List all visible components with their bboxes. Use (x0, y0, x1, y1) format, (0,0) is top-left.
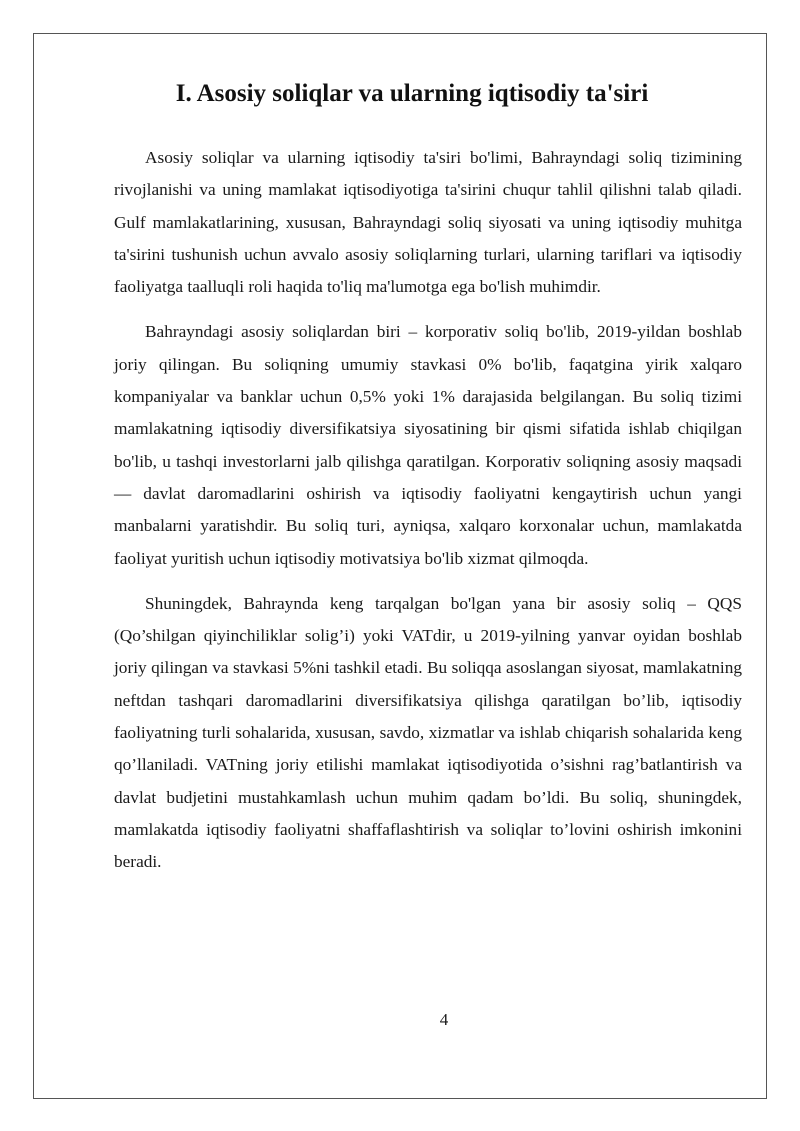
section-heading: I. Asosiy soliqlar va ularning iqtisodiy ta'siri (175, 80, 649, 107)
paragraph-intro: Asosiy soliqlar va ularning iqtisodiy ta'siri bo'limi, Bahrayndagi soliq tizimining rivojlanishi va uning mamlakat iqtisodiyotiga ta'sirini chuqur tahlil qilishni talab qiladi. Gulf mamlakatlarining, xususan, Bahrayndagi soliq siyosati va uning iqtisodiy muhitga ta'sirini tushunish uchun avvalo asosiy soliqlarning turlari, ularning tariflari va iqtisodiy faoliyatga taalluqli roli haqida to'liq ma'lumotga ega bo'lish muhimdir. (114, 148, 742, 297)
body-text (114, 142, 742, 892)
paragraph-vat: Shuningdek, Bahraynda keng tarqalgan bo'lgan yana bir asosiy soliq – QQS (Qo’shilgan qiyinchiliklar solig’i) yoki VATdir, u 2019-yilning yanvar oyidan boshlab joriy qilingan va stavkasi 5%ni tashkil etadi. Bu soliqqa asoslangan siyosat, mamlakatning neftdan tashqari daromadlarini diversifikatsiya qilishga qaratilgan bo’lib, iqtisodiy faoliyatning turli sohalarida, xususan, savdo, xizmatlar va ishlab chiqarish sohalarida keng qo’llaniladi. VATning joriy etilishi mamlakat iqtisodiyotida o’sishni rag’batlantirish va davlat budjetini mustahkamlash uchun muhim qadam bo’ldi. Bu soliq, shuningdek, mamlakatda iqtisodiy faoliyatni shaffaflashtirish va soliqlar to’lovini oshirish imkonini beradi. (114, 593, 742, 872)
page-number: 4 (439, 1010, 449, 1029)
paragraph-corporate-tax: Bahrayndagi asosiy soliqlardan biri – korporativ soliq bo'lib, 2019-yildan boshlab joriy qilingan. Bu soliqning umumiy stavkasi 0% bo'lib, faqatgina yirik xalqaro kompaniyalar va banklar uchun 0,5% yoki 1% darajasida belgilangan. Bu soliq tizimi mamlakatning iqtisodiy diversifikatsiya siyosatining bir qismi sifatida ishlab chiqilgan bo'lib, u tashqi investorlarni jalb qilishga qaratilgan. Korporativ soliqning asosiy maqsadi — davlat daromadlarini oshirish va iqtisodiy faoliyatni kengaytirish uchun yangi manbalarni yaratishdir. Bu soliq turi, ayniqsa, xalqaro korxonalar uchun, mamlakatda faoliyat yuritish uchun iqtisodiy motivatsiya bo'lib xizmat qilmoqda. (114, 322, 742, 568)
